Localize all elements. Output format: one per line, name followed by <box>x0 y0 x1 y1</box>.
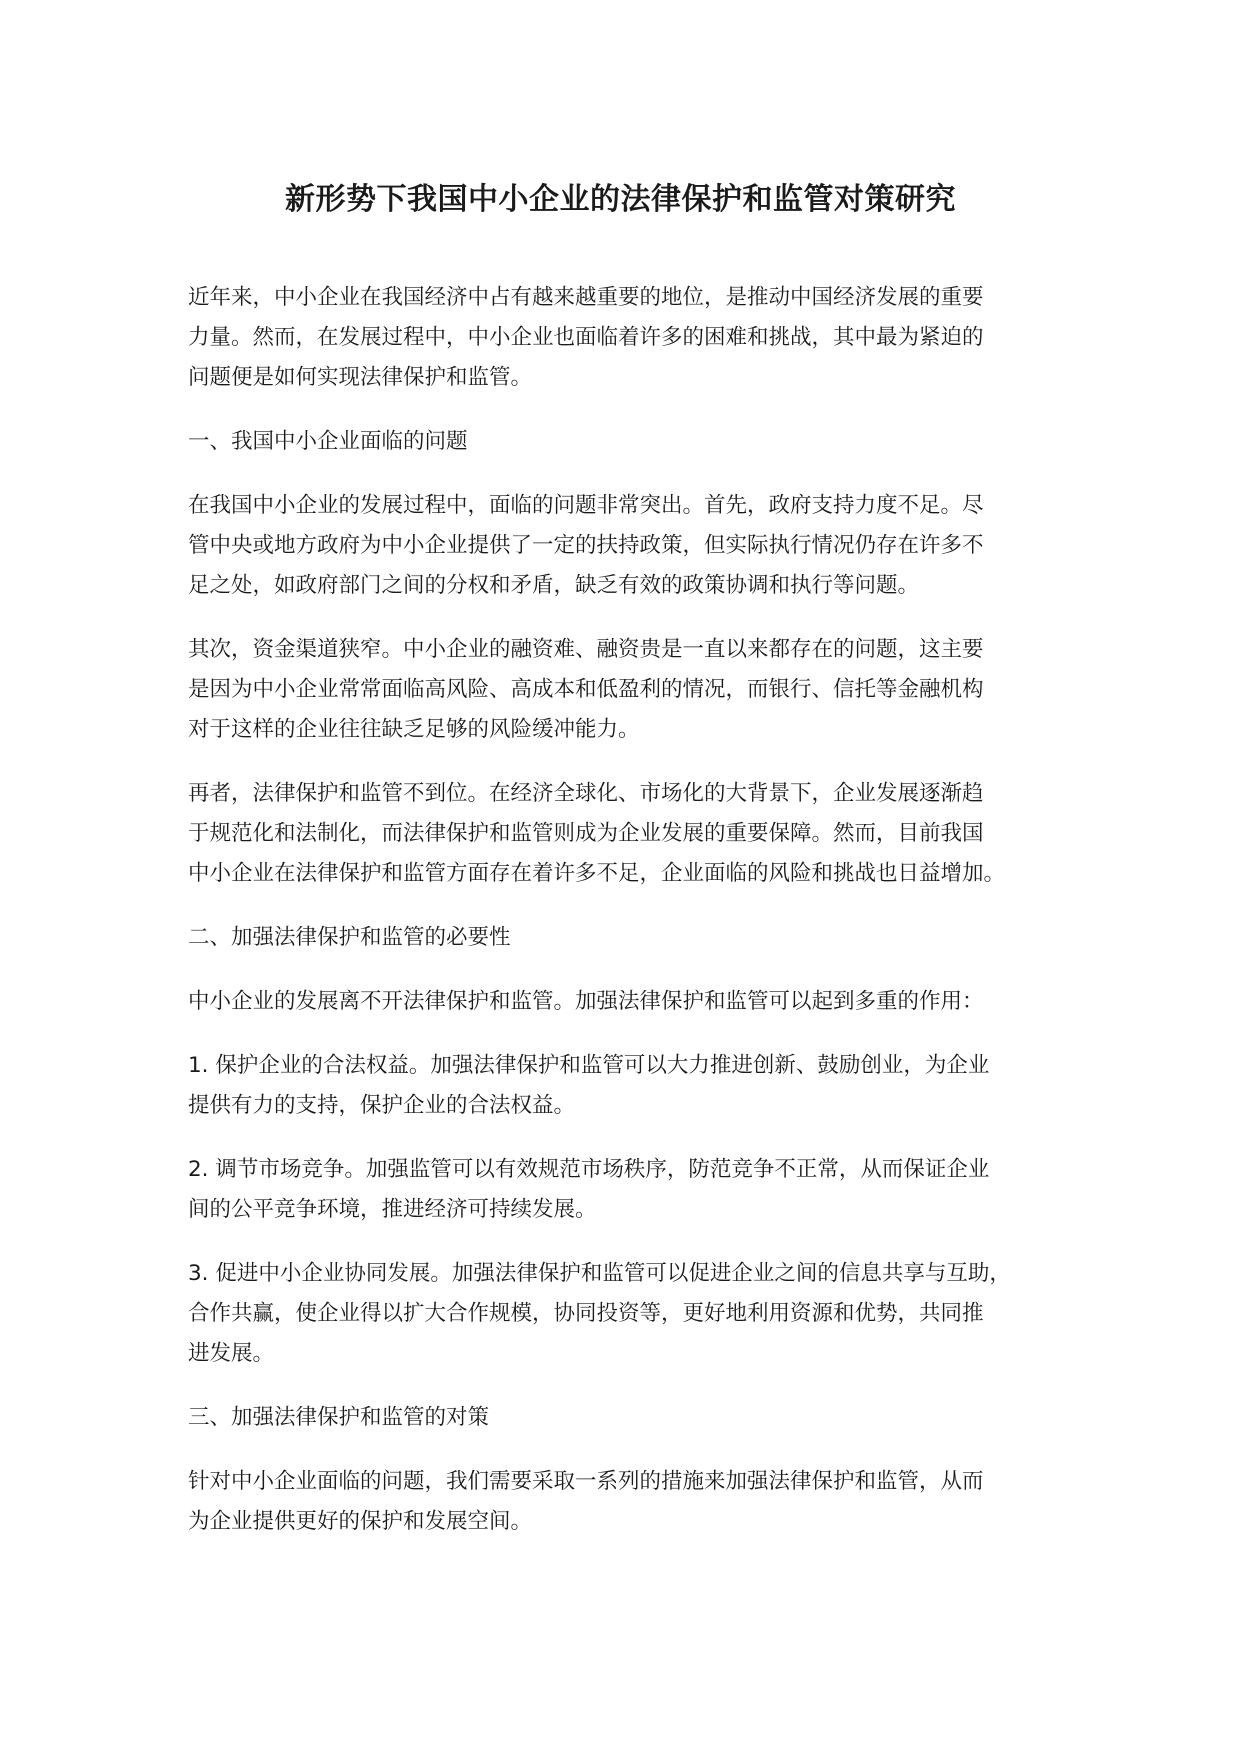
text-line: 足之处，如政府部门之间的分权和矛盾，缺乏有效的政策协调和执行等问题。 <box>188 573 920 598</box>
text-line: 2. 调节市场竞争。加强监管可以有效规范市场秩序，防范竞争不正常，从而保证企业 <box>188 1157 990 1182</box>
text-line: 进发展。 <box>188 1341 275 1366</box>
text-line: 力量。然而，在发展过程中，中小企业也面临着许多的困难和挑战，其中最为紧迫的 <box>188 325 984 350</box>
text-line: 再者，法律保护和监管不到位。在经济全球化、市场化的大背景下，企业发展逐渐趋 <box>188 781 984 806</box>
paragraph <box>188 1254 1088 1374</box>
text-line: 1. 保护企业的合法权益。加强法律保护和监管可以大力推进创新、鼓励创业，为企业 <box>188 1053 990 1078</box>
document-title: 新形势下我国中小企业的法律保护和监管对策研究 <box>285 182 956 217</box>
text-line: 在我国中小企业的发展过程中，面临的问题非常突出。首先，政府支持力度不足。尽 <box>188 493 984 518</box>
text-line: 中小企业在法律保护和监管方面存在着许多不足，企业面临的风险和挑战也日益增加。 <box>188 861 1006 886</box>
text-line: 于规范化和法制化，而法律保护和监管则成为企业发展的重要保障。然而，目前我国 <box>188 821 984 846</box>
text-line: 一、我国中小企业面临的问题 <box>188 429 468 454</box>
paragraph <box>188 422 1088 462</box>
text-line: 提供有力的支持，保护企业的合法权益。 <box>188 1093 576 1118</box>
text-line: 合作共赢，使企业得以扩大合作规模，协同投资等，更好地利用资源和优势，共同推 <box>188 1301 984 1326</box>
paragraph <box>188 1150 1088 1230</box>
text-line: 中小企业的发展离不开法律保护和监管。加强法律保护和监管可以起到多重的作用： <box>188 989 984 1014</box>
text-line: 管中央或地方政府为中小企业提供了一定的扶持政策，但实际执行情况仍存在许多不 <box>188 533 984 558</box>
text-line: 问题便是如何实现法律保护和监管。 <box>188 365 533 390</box>
paragraph <box>188 1462 1088 1542</box>
text-line: 是因为中小企业常常面临高风险、高成本和低盈利的情况，而银行、信托等金融机构 <box>188 677 984 702</box>
paragraph <box>188 278 1088 398</box>
text-line: 3. 促进中小企业协同发展。加强法律保护和监管可以促进企业之间的信息共享与互助， <box>188 1261 1011 1286</box>
text-line: 近年来，中小企业在我国经济中占有越来越重要的地位，是推动中国经济发展的重要 <box>188 285 984 310</box>
paragraph <box>188 630 1088 750</box>
text-line: 三、加强法律保护和监管的对策 <box>188 1405 490 1430</box>
paragraph <box>188 1398 1088 1438</box>
text-line: 二、加强法律保护和监管的必要性 <box>188 925 511 950</box>
paragraph <box>188 774 1088 894</box>
text-line: 对于这样的企业往往缺乏足够的风险缓冲能力。 <box>188 717 640 742</box>
paragraph <box>188 982 1088 1022</box>
paragraph <box>188 486 1088 606</box>
document-body <box>188 278 1088 1566</box>
paragraph <box>188 1046 1088 1126</box>
text-line: 为企业提供更好的保护和发展空间。 <box>188 1509 533 1534</box>
paragraph <box>188 918 1088 958</box>
text-line: 其次，资金渠道狭窄。中小企业的融资难、融资贵是一直以来都存在的问题，这主要 <box>188 637 984 662</box>
text-line: 间的公平竞争环境，推进经济可持续发展。 <box>188 1197 597 1222</box>
text-line: 针对中小企业面临的问题，我们需要采取一系列的措施来加强法律保护和监管，从而 <box>188 1469 984 1494</box>
